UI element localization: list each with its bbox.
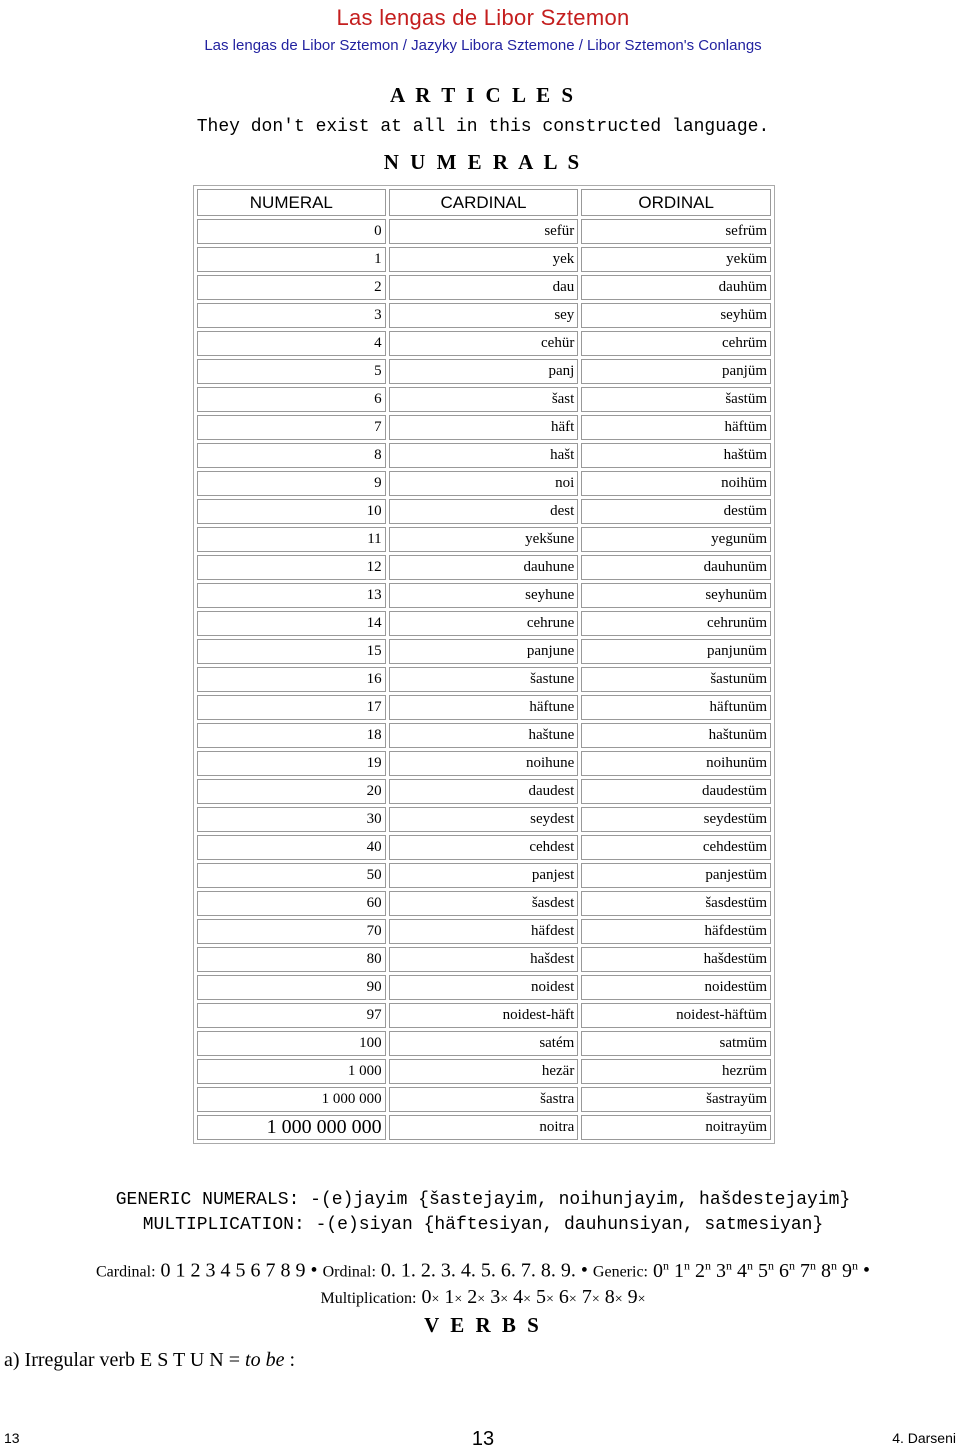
generic-digit: 3 (715, 1259, 726, 1282)
irregular-verb-suffix: : (284, 1349, 296, 1371)
cardinal-cell: cehdest (389, 835, 579, 860)
table-row (197, 1003, 771, 1028)
ordinal-cell: seyhüm (581, 303, 771, 328)
numeral-cell: 14 (197, 611, 386, 636)
ordinal-cell: cehdestüm (581, 835, 771, 860)
table-row (197, 611, 771, 636)
numeral-cell: 13 (197, 583, 386, 608)
generic-digit: 0 (652, 1259, 663, 1282)
generic-digit: 2 (694, 1259, 705, 1282)
table-row (197, 891, 771, 916)
numeral-cell: 100 (197, 1031, 386, 1056)
times-sign: × (523, 1291, 531, 1307)
ordinal-cell: hašdestüm (581, 947, 771, 972)
table-row (197, 275, 771, 300)
table-row (197, 471, 771, 496)
ordinal-cell: yegunüm (581, 527, 771, 552)
table-row (197, 751, 771, 776)
cardinal-cell: panjest (389, 863, 579, 888)
numeral-cell: 18 (197, 723, 386, 748)
cardinal-cell: cehür (389, 331, 579, 356)
cardinal-cell: šastune (389, 667, 579, 692)
multiplication-digit: 6 (558, 1285, 569, 1308)
ordinal-cell: häfdestüm (581, 919, 771, 944)
numeral-cell: 70 (197, 919, 386, 944)
numeral-cell: 4 (197, 331, 386, 356)
ordinal-cell: sefrüm (581, 219, 771, 244)
cardinal-cell: noitra (389, 1115, 579, 1140)
table-row (197, 975, 771, 1000)
ordinal-cell: yeküm (581, 247, 771, 272)
ordinal-cell: šasdestüm (581, 891, 771, 916)
cardinal-cell: yekšune (389, 527, 579, 552)
ordinal-cell: panjüm (581, 359, 771, 384)
multiplication-values (421, 1286, 645, 1308)
irregular-verb-meaning: to be (245, 1349, 285, 1371)
footer-left: 13 (4, 1430, 20, 1446)
generic-digit: 7 (799, 1259, 810, 1282)
cardinal-cell: noihune (389, 751, 579, 776)
superscript-n: n (830, 1258, 837, 1272)
table-row (197, 499, 771, 524)
page-number: 13 (471, 1428, 495, 1450)
table-row (197, 639, 771, 664)
numeral-cell: 12 (197, 555, 386, 580)
multiplication-digit: 0 (421, 1285, 432, 1308)
cardinal-cell: hašdest (389, 947, 579, 972)
times-sign: × (500, 1291, 509, 1307)
numeral-cell: 10 (197, 499, 386, 524)
multiplication-digit: 4 (513, 1285, 524, 1308)
generic-digit: 4 (736, 1259, 747, 1282)
cardinal-cell: panjune (389, 639, 579, 664)
table-row (197, 667, 771, 692)
multiplication-digit: 8 (604, 1285, 615, 1308)
table-header-row (197, 189, 771, 216)
times-sign: × (546, 1291, 554, 1307)
table-row (197, 947, 771, 972)
superscript-n: n (809, 1258, 816, 1272)
ordinal-label: Ordinal: (322, 1263, 376, 1281)
cardinal-cell: seyhune (389, 583, 579, 608)
cardinal-cell: noidest-häft (389, 1003, 579, 1028)
generic-digit: 1 (673, 1259, 684, 1282)
superscript-n: n (725, 1258, 732, 1272)
cardinal-cell: hezär (389, 1059, 579, 1084)
site-subtitle[interactable]: Las lengas de Libor Sztemon / Jazyky Libora Sztemone / Libor Sztemon's Conlangs (204, 37, 762, 54)
generic-numerals-text: GENERIC NUMERALS: -(e)jayim {šastejayim, noihunjayim, hašdestejayim} (115, 1190, 851, 1210)
column-header-cardinal: CARDINAL (389, 189, 579, 216)
symbols-line-2 (0, 1285, 960, 1312)
ordinal-cell: daudestüm (581, 779, 771, 804)
cardinal-cell: šast (389, 387, 579, 412)
ordinal-cell: noihunüm (581, 751, 771, 776)
times-sign: × (568, 1291, 577, 1307)
articles-heading: A R T I C L E S (389, 83, 577, 107)
numeral-cell: 40 (197, 835, 386, 860)
ordinal-cell: seydestüm (581, 807, 771, 832)
numeral-cell: 16 (197, 667, 386, 692)
table-row (197, 303, 771, 328)
times-sign: × (591, 1291, 600, 1307)
cardinal-cell: noi (389, 471, 579, 496)
numeral-cell: 19 (197, 751, 386, 776)
bullet: • (862, 1259, 870, 1282)
ordinal-cell: šastunüm (581, 667, 771, 692)
cardinal-cell: panj (389, 359, 579, 384)
ordinal-cell: panjestüm (581, 863, 771, 888)
superscript-n: n (788, 1258, 795, 1272)
cardinal-cell: cehrune (389, 611, 579, 636)
superscript-n: n (683, 1258, 690, 1272)
numeral-cell: 1 000 000 (197, 1087, 386, 1112)
generic-digit: 8 (820, 1259, 831, 1282)
symbols-line-1 (0, 1253, 960, 1285)
ordinal-cell: panjunüm (581, 639, 771, 664)
cardinal-cell: dest (389, 499, 579, 524)
ordinal-cell: seyhunüm (581, 583, 771, 608)
column-header-numeral: NUMERAL (197, 189, 386, 216)
generic-label: Generic: (592, 1263, 648, 1281)
bullet: • (580, 1259, 588, 1282)
cardinal-cell: šastra (389, 1087, 579, 1112)
multiplication-digit: 5 (536, 1285, 546, 1308)
cardinal-cell: daudest (389, 779, 579, 804)
numeral-cell: 17 (197, 695, 386, 720)
numeral-cell: 1 000 000 000 (197, 1115, 386, 1140)
table-row (197, 359, 771, 384)
table-row (197, 1031, 771, 1056)
irregular-verb-prefix: a) Irregular verb E S T U N = (4, 1349, 246, 1371)
ordinal-cell: satmüm (581, 1031, 771, 1056)
table-row (197, 779, 771, 804)
site-title[interactable]: Las lengas de Libor Sztemon (336, 5, 630, 30)
table-row (197, 387, 771, 412)
multiplication-digit: 3 (490, 1285, 501, 1308)
numeral-cell: 2 (197, 275, 386, 300)
table-row (197, 723, 771, 748)
times-sign: × (637, 1291, 646, 1307)
table-row (197, 863, 771, 888)
cardinal-cell: haštune (389, 723, 579, 748)
ordinal-cell: häftüm (581, 415, 771, 440)
table-row (197, 331, 771, 356)
column-header-ordinal: ORDINAL (581, 189, 771, 216)
times-sign: × (477, 1291, 486, 1307)
verbs-heading: V E R B S (424, 1313, 542, 1337)
ordinal-cell: destüm (581, 499, 771, 524)
irregular-verb-line (4, 1349, 295, 1372)
numerals-heading: N U M E R A L S (383, 150, 583, 174)
table-row (197, 583, 771, 608)
generic-digit: 5 (757, 1259, 768, 1282)
superscript-n: n (746, 1258, 753, 1272)
generic-values (653, 1260, 863, 1282)
cardinal-cell: seydest (389, 807, 579, 832)
table-row (197, 555, 771, 580)
times-sign: × (431, 1291, 440, 1307)
numeral-cell: 97 (197, 1003, 386, 1028)
numeral-cell: 5 (197, 359, 386, 384)
ordinal-cell: šastüm (581, 387, 771, 412)
superscript-n: n (662, 1258, 669, 1272)
numerals-table (193, 185, 775, 1144)
numeral-cell: 90 (197, 975, 386, 1000)
generic-digit: 6 (778, 1259, 789, 1282)
table-row (197, 527, 771, 552)
cardinal-cell: šasdest (389, 891, 579, 916)
bullet: • (310, 1259, 318, 1282)
table-row (197, 1115, 771, 1140)
cardinal-cell: häfdest (389, 919, 579, 944)
ordinal-cell: häftunüm (581, 695, 771, 720)
multiplication-digit: 1 (444, 1285, 455, 1308)
cardinal-cell: dau (389, 275, 579, 300)
multiplication-digit: 2 (467, 1285, 478, 1308)
cardinal-label: Cardinal: (96, 1263, 156, 1281)
table-row (197, 443, 771, 468)
table-row (197, 247, 771, 272)
table-row (197, 835, 771, 860)
table-row (197, 807, 771, 832)
numeral-cell: 11 (197, 527, 386, 552)
multiplication-text: MULTIPLICATION: -(e)siyan {häftesiyan, dauhunsiyan, satmesiyan} (142, 1215, 824, 1235)
numeral-cell: 15 (197, 639, 386, 664)
multiplication-digit: 7 (581, 1285, 592, 1308)
times-sign: × (614, 1291, 623, 1307)
cardinal-cell: häft (389, 415, 579, 440)
numeral-cell: 1 (197, 247, 386, 272)
numeral-cell: 7 (197, 415, 386, 440)
numeral-cell: 30 (197, 807, 386, 832)
superscript-n: n (704, 1258, 711, 1272)
table-row (197, 919, 771, 944)
numeral-cell: 20 (197, 779, 386, 804)
ordinal-cell: dauhunüm (581, 555, 771, 580)
numeral-cell: 9 (197, 471, 386, 496)
numeral-cell: 8 (197, 443, 386, 468)
generic-digit: 9 (841, 1259, 852, 1282)
numeral-cell: 6 (197, 387, 386, 412)
ordinal-cell: cehrüm (581, 331, 771, 356)
table-row (197, 695, 771, 720)
cardinal-cell: noidest (389, 975, 579, 1000)
superscript-n: n (851, 1258, 858, 1272)
numeral-cell: 50 (197, 863, 386, 888)
footer-right: 4. Darseni (892, 1430, 956, 1446)
cardinal-cell: yek (389, 247, 579, 272)
ordinal-cell: cehrunüm (581, 611, 771, 636)
multiplication-digit: 9 (627, 1285, 638, 1308)
ordinal-values: 0. 1. 2. 3. 4. 5. 6. 7. 8. 9. (380, 1259, 576, 1282)
cardinal-cell: sey (389, 303, 579, 328)
numeral-cell: 80 (197, 947, 386, 972)
cardinal-cell: häftune (389, 695, 579, 720)
table-row (197, 415, 771, 440)
times-sign: × (454, 1291, 463, 1307)
ordinal-cell: noihüm (581, 471, 771, 496)
ordinal-cell: haštunüm (581, 723, 771, 748)
numeral-cell: 3 (197, 303, 386, 328)
multiplication-label: Multiplication: (320, 1289, 417, 1307)
numeral-cell: 0 (197, 219, 386, 244)
articles-text: They don't exist at all in this constructed language. (196, 117, 770, 137)
ordinal-cell: noitrayüm (581, 1115, 771, 1140)
cardinal-cell: hašt (389, 443, 579, 468)
cardinal-values: 0 1 2 3 4 5 6 7 8 9 (160, 1259, 306, 1282)
numeral-cell: 60 (197, 891, 386, 916)
cardinal-cell: dauhune (389, 555, 579, 580)
table-row (197, 1059, 771, 1084)
numeral-cell: 1 000 (197, 1059, 386, 1084)
table-row (197, 219, 771, 244)
ordinal-cell: haštüm (581, 443, 771, 468)
ordinal-cell: noidest-häftüm (581, 1003, 771, 1028)
cardinal-cell: sefür (389, 219, 579, 244)
superscript-n: n (767, 1258, 774, 1272)
cardinal-cell: satém (389, 1031, 579, 1056)
ordinal-cell: hezrüm (581, 1059, 771, 1084)
numerals-table-body (197, 219, 771, 1140)
ordinal-cell: dauhüm (581, 275, 771, 300)
ordinal-cell: noidestüm (581, 975, 771, 1000)
ordinal-cell: šastrayüm (581, 1087, 771, 1112)
numeral-symbols (0, 1253, 960, 1312)
table-row (197, 1087, 771, 1112)
